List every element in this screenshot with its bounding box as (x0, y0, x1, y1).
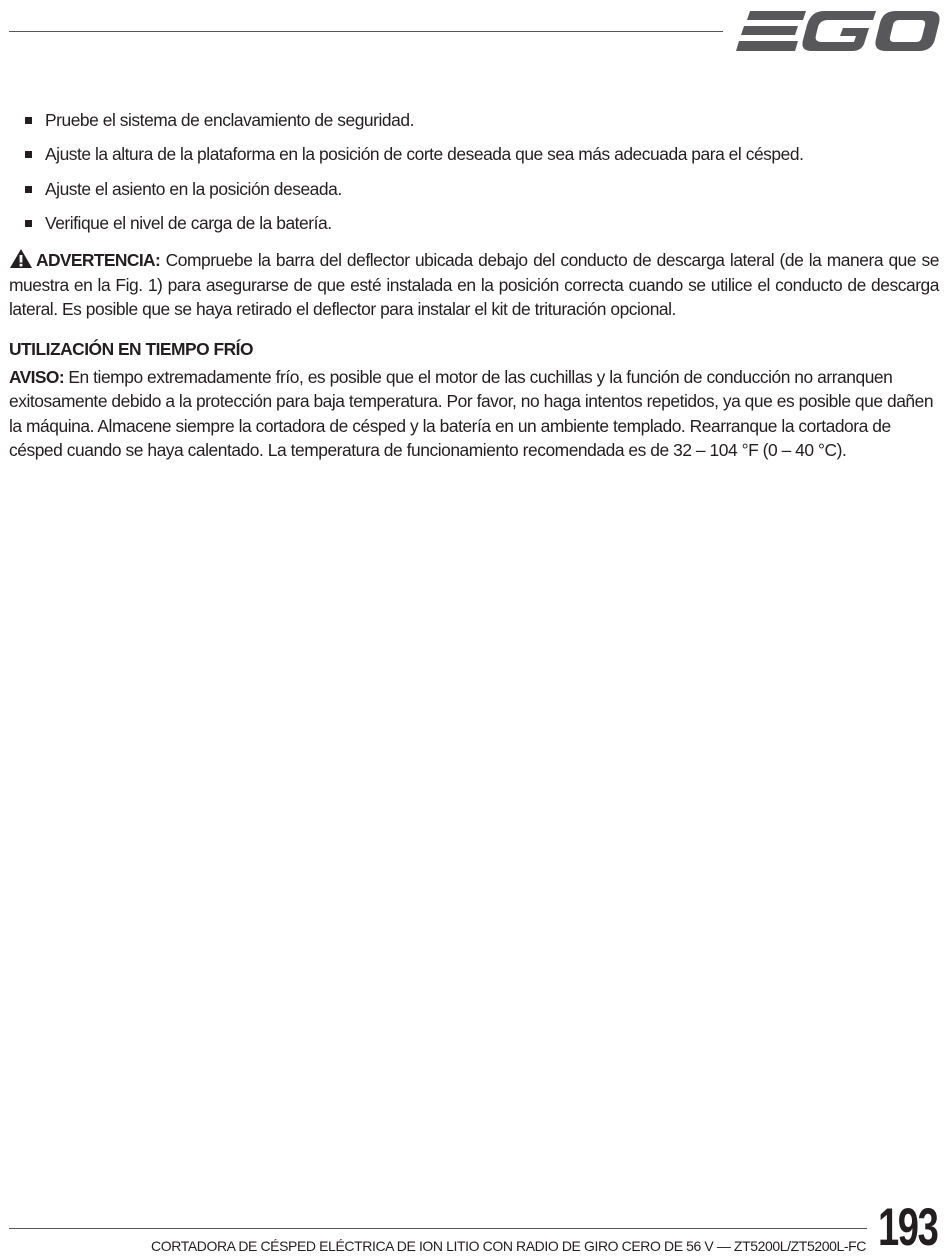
notice-text: En tiempo extremadamente frío, es posible que el motor de las cuchillas y la función de conducción no arranquen exitosamente debido a la protección para baja temperatura. Por favor, no haga intentos repetidos, ya que es posible que dañen la máquina. Almacene siempre la cortadora de césped y la batería en un ambiente templado. Rearranque la cortadora de césped cuando se haya calentado. La temperatura de funcionamiento recomendada es de 32 – 104 °F (0 – 40 °C). (9, 367, 934, 460)
header-rule (9, 31, 723, 32)
list-item-text: Verifique el nivel de carga de la batería. (45, 213, 332, 234)
list-item (9, 108, 939, 132)
checklist (9, 108, 939, 235)
list-item (9, 177, 939, 201)
notice-label: AVISO: (9, 367, 65, 388)
ego-logo (736, 9, 941, 53)
main-content (9, 108, 939, 462)
warning-text: Compruebe la barra del deflector ubicada debajo del conducto de descarga lateral (de la manera que se muestra en la Fig. 1) para asegurarse de que esté instalada en la posición correcta cuando se utilice el conducto de descarga lateral. Es posible que se haya retirado el deflector para instalar el kit de trituración opcional. (9, 250, 939, 319)
footer-rule (9, 1228, 867, 1229)
square-bullet-icon (25, 151, 32, 158)
square-bullet-icon (25, 186, 32, 193)
page-number: 193 (878, 1198, 938, 1257)
warning-label: ADVERTENCIA: (36, 250, 161, 271)
list-item-text: Ajuste la altura de la plataforma en la posición de corte deseada que sea más adecuada para el césped. (45, 144, 804, 165)
list-item (9, 142, 939, 166)
footer-title: CORTADORA DE CÉSPED ELÉCTRICA DE ION LITIO CON RADIO DE GIRO CERO DE 56 V — ZT5200L/ZT5200L-FC (151, 1238, 866, 1254)
list-item (9, 211, 939, 235)
section-heading: UTILIZACIÓN EN TIEMPO FRÍO (9, 338, 253, 359)
warning-triangle-icon (9, 248, 33, 269)
ego-logo-graphic (736, 9, 941, 53)
square-bullet-icon (25, 117, 32, 124)
list-item-text: Pruebe el sistema de enclavamiento de seguridad. (45, 110, 414, 130)
square-bullet-icon (25, 220, 32, 227)
notice-paragraph (9, 365, 939, 462)
warning-paragraph (9, 248, 939, 321)
list-item-text: Ajuste el asiento en la posición deseada. (45, 178, 342, 199)
